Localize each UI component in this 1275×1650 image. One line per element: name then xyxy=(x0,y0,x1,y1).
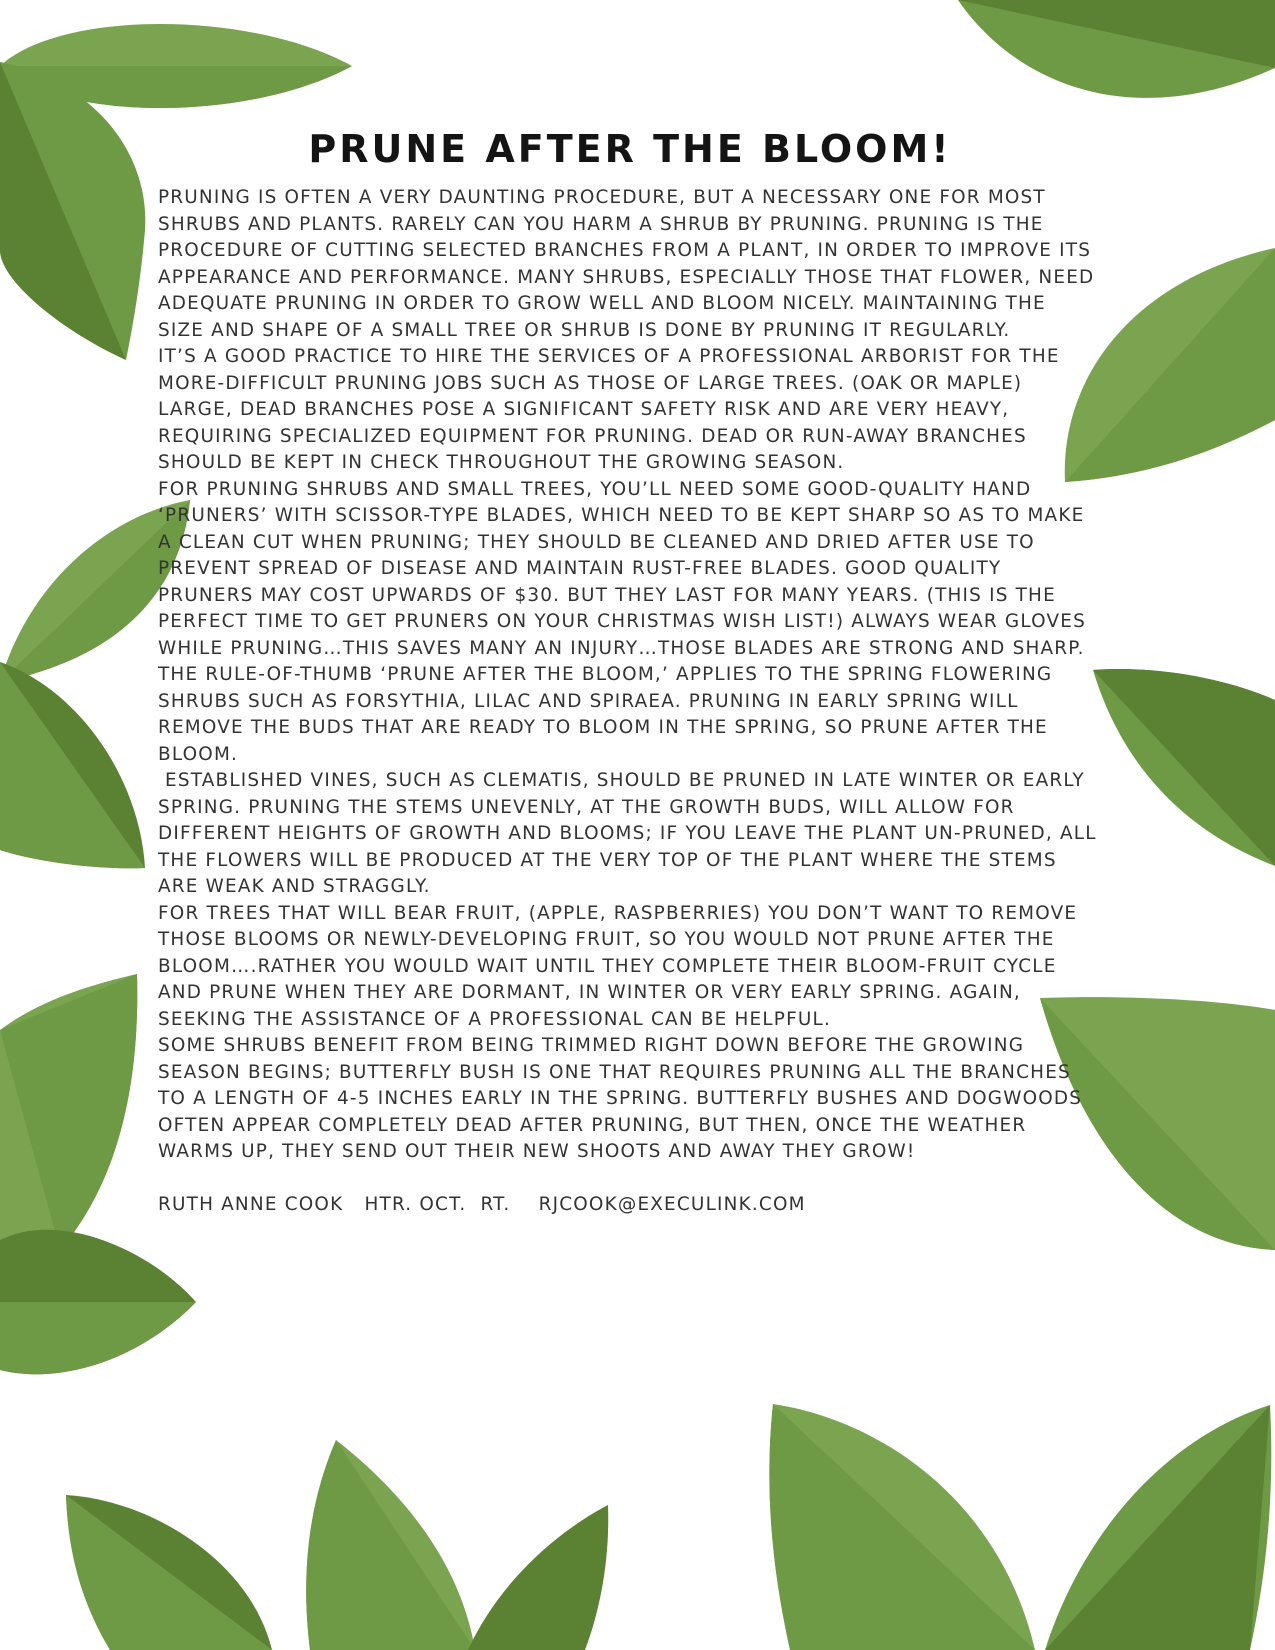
paragraph: ESTABLISHED VINES, SUCH AS CLEMATIS, SHOULD BE PRUNED IN LATE WINTER OR EARLY SPRING. PRUNING THE STEMS UNEVENLY, AT THE GROWTH BUDS, WILL ALLOW FOR DIFFERENT HEIGHTS OF GROWTH AND BLOOMS; IF YOU LEAVE THE PLANT UN-PRUNED, ALL THE FLOWERS WILL BE PRODUCED AT THE VERY TOP OF THE PLANT WHERE THE STEMS ARE WEAK AND STRAGGLY. xyxy=(158,770,1104,897)
paragraph: FOR PRUNING SHRUBS AND SMALL TREES, YOU’LL NEED SOME GOOD-QUALITY HAND ‘PRUNERS’ WITH SCISSOR-TYPE BLADES, WHICH NEED TO BE KEPT SHARP SO AS TO MAKE A CLEAN CUT WHEN PRUNING; THEY SHOULD BE CLEANED AND DRIED AFTER USE TO PREVENT SPREAD OF DISEASE AND MAINTAIN RUST-FREE BLADES. GOOD QUALITY PRUNERS MAY COST UPWARDS OF $30. BUT THEY LAST FOR MANY YEARS. (THIS IS THE PERFECT TIME TO GET PRUNERS ON YOUR CHRISTMAS WISH LIST!) ALWAYS WEAR GLOVES WHILE PRUNING…THIS SAVES MANY AN INJURY…THOSE BLADES ARE STRONG AND SHARP. xyxy=(158,478,1093,659)
leaf-icon xyxy=(1045,1405,1271,1650)
paragraph: PRUNING IS OFTEN A VERY DAUNTING PROCEDURE, BUT A NECESSARY ONE FOR MOST SHRUBS AND PLANTS. RARELY CAN YOU HARM A SHRUB BY PRUNING. PRUNING IS THE PROCEDURE OF CUTTING SELECTED BRANCHES FROM A PLANT, IN ORDER TO IMPROVE ITS APPEARANCE AND PERFORMANCE. MANY SHRUBS, ESPECIALLY THOSE THAT FLOWER, NEED ADEQUATE PRUNING IN ORDER TO GROW WELL AND BLOOM NICELY. MAINTAINING THE SIZE AND SHAPE OF A SMALL TREE OR SHRUB IS DONE BY PRUNING IT REGULARLY. xyxy=(158,187,1102,341)
leaf-icon xyxy=(306,1440,475,1650)
leaf-icon xyxy=(0,662,145,868)
article-body xyxy=(158,185,1104,1219)
leaf-icon xyxy=(769,1404,1035,1650)
leaf-icon xyxy=(0,1230,196,1375)
leaf-icon xyxy=(468,1505,608,1650)
paragraph: THE RULE-OF-THUMB ‘PRUNE AFTER THE BLOOM,’ APPLIES TO THE SPRING FLOWERING SHRUBS SUCH AS FORSYTHIA, LILAC AND SPIRAEA. PRUNING IN EARLY SPRING WILL REMOVE THE BUDS THAT ARE READY TO BLOOM IN THE SPRING, SO PRUNE AFTER THE BLOOM. xyxy=(158,664,1060,765)
leaf-icon xyxy=(66,1495,272,1650)
leaf-icon xyxy=(958,0,1275,98)
leaf-icon xyxy=(1093,669,1275,866)
paragraph: IT’S A GOOD PRACTICE TO HIRE THE SERVICES OF A PROFESSIONAL ARBORIST FOR THE MORE-DIFFICULT PRUNING JOBS SUCH AS THOSE OF LARGE TREES. (OAK OR MAPLE) LARGE, DEAD BRANCHES POSE A SIGNIFICANT SAFETY RISK AND ARE VERY HEAVY, REQUIRING SPECIALIZED EQUIPMENT FOR PRUNING. DEAD OR RUN-AWAY BRANCHES SHOULD BE KEPT IN CHECK THROUGHOUT THE GROWING SEASON. xyxy=(158,346,1067,473)
author-byline: RUTH ANNE COOK HTR. OCT. RT. RJCOOK@EXECULINK.COM xyxy=(158,1194,806,1215)
paragraph: FOR TREES THAT WILL BEAR FRUIT, (APPLE, RASPBERRIES) YOU DON’T WANT TO REMOVE THOSE BLOOMS OR NEWLY-DEVELOPING FRUIT, SO YOU WOULD NOT PRUNE AFTER THE BLOOM….RATHER YOU WOULD WAIT UNTIL THEY COMPLETE THEIR BLOOM-FRUIT CYCLE AND PRUNE WHEN THEY ARE DORMANT, IN WINTER OR VERY EARLY SPRING. AGAIN, SEEKING THE ASSISTANCE OF A PROFESSIONAL CAN BE HELPFUL. xyxy=(158,902,1085,1030)
leaf-icon xyxy=(0,974,137,1250)
paragraph: SOME SHRUBS BENEFIT FROM BEING TRIMMED RIGHT DOWN BEFORE THE GROWING SEASON BEGINS; BUTTERFLY BUSH IS ONE THAT REQUIRES PRUNING ALL THE BRANCHES TO A LENGTH OF 4-5 INCHES EARLY IN THE SPRING. BUTTERFLY BUSHES AND DOGWOODS OFTEN APPEAR COMPLETELY DEAD AFTER PRUNING, BUT THEN, ONCE THE WEATHER WARMS UP, THEY SEND OUT THEIR NEW SHOOTS AND AWAY THEY GROW! xyxy=(158,1035,1090,1162)
page-title: PRUNE AFTER THE BLOOM! xyxy=(308,127,952,171)
leaf-icon xyxy=(0,62,145,360)
